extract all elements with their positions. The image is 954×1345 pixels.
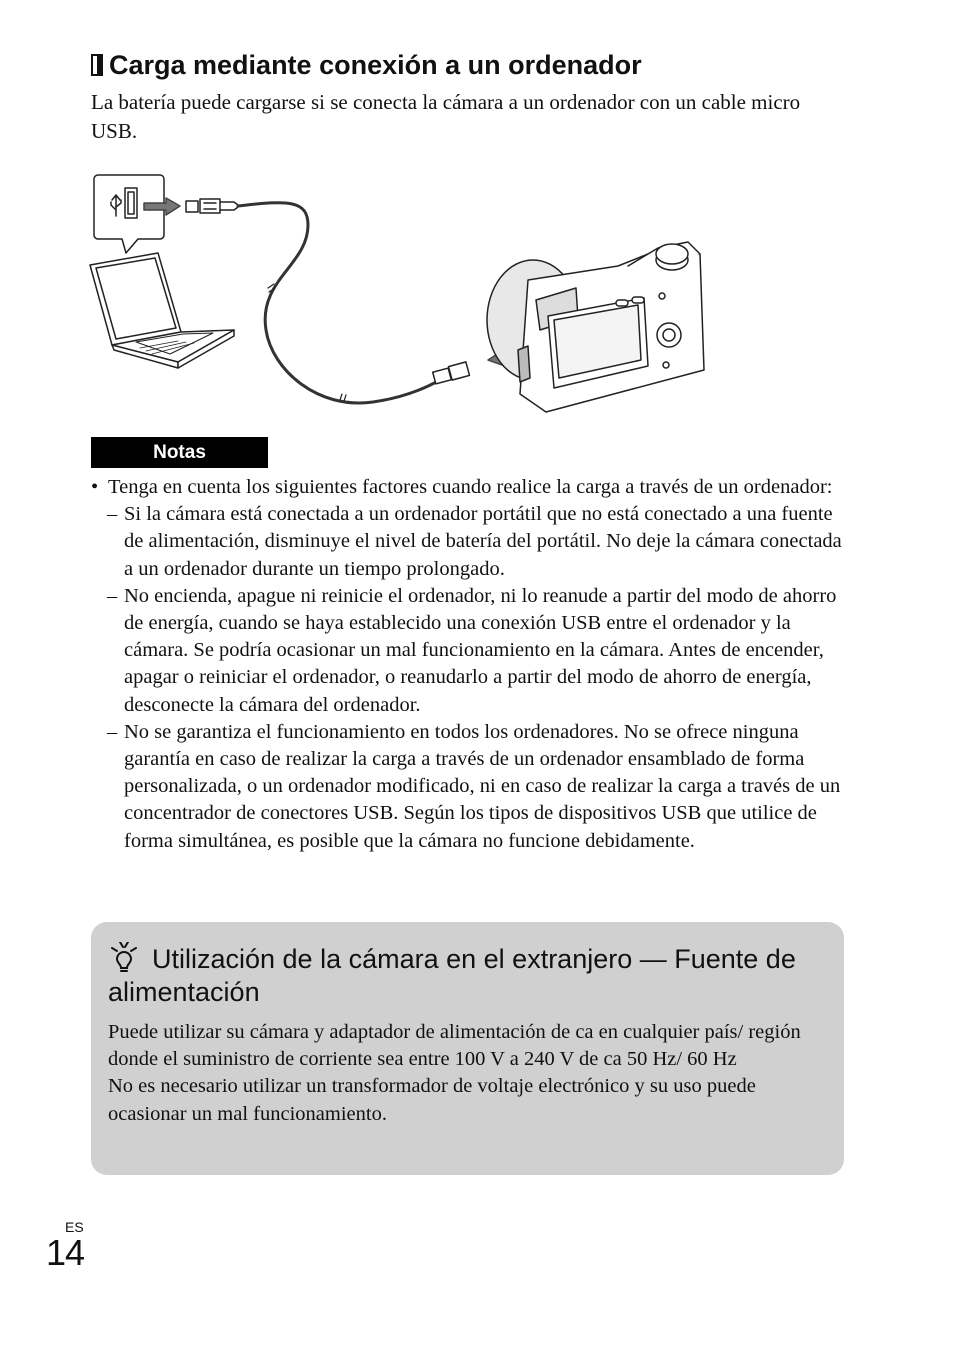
- note-subitem-text: No se garantiza el funcionamiento en todos los ordenadores. No se ofrece ninguna garantía en caso de realizar la carga a través de un ordenador ensamblado de forma personalizada, o un ordenador modificado, ni en caso de realizar la carga a través de un concentrador de conectores USB. Según los tipos de dispositivos USB que utilice de forma simultánea, es posible que la cámara no funcione debidamente.: [124, 720, 841, 852]
- note-text: Tenga en cuenta los siguientes factores cuando realice la carga a través de un ordenador:: [108, 476, 833, 498]
- dash-mark: –: [107, 720, 118, 743]
- language-code: ES: [65, 1219, 84, 1235]
- tip-paragraph: Puede utilizar su cámara y adaptador de alimentación de ca en cualquier país/ región donde el suministro de corriente sea entre 100 V a 240 V de ca 50 Hz/ 60 Hz: [108, 1021, 801, 1071]
- tip-body: [108, 1019, 828, 1128]
- lightbulb-icon: [108, 942, 152, 972]
- usb-port-callout: [94, 175, 164, 253]
- tip-paragraph: No es necesario utilizar un transformador de voltaje electrónico y su uso puede ocasionar un mal funcionamiento.: [108, 1075, 756, 1125]
- laptop-illustration: [90, 253, 234, 368]
- usb-plug: [186, 199, 238, 213]
- bullet-mark: •: [91, 476, 99, 498]
- dash-mark: –: [107, 503, 118, 526]
- notes-list: [91, 474, 851, 855]
- section-marker-icon: [91, 54, 103, 76]
- intro-paragraph: La batería puede cargarse si se conecta la cámara a un ordenador con un cable micro USB.: [91, 90, 801, 143]
- list-item: [91, 474, 851, 501]
- list-item: [91, 583, 851, 719]
- note-subitem-text: Si la cámara está conectada a un ordenador portátil que no está conectado a una fuente de alimentación, disminuye el nivel de batería del portátil. No deje la cámara conectada a un ordenador durante un tiempo prolongado.: [124, 503, 842, 580]
- section-title-text: Carga mediante conexión a un ordenador: [109, 50, 642, 80]
- section-title: [91, 48, 642, 82]
- usb-cable-illustration: [238, 203, 448, 403]
- dash-mark: –: [107, 584, 118, 607]
- camera-illustration: [487, 242, 704, 412]
- tip-title: [108, 942, 828, 1009]
- tip-title-text: Utilización de la cámara en el extranjero — Fuente de alimentación: [108, 944, 796, 1007]
- page-number: 14: [46, 1232, 85, 1273]
- list-item: [91, 719, 851, 855]
- micro-usb-plug: [433, 362, 470, 384]
- notes-label: Notas: [91, 437, 268, 468]
- usb-connection-figure: [88, 170, 718, 420]
- list-item: [91, 501, 851, 583]
- note-subitem-text: No encienda, apague ni reinicie el ordenador, ni lo reanude a partir del modo de ahorro de energía, cuando se haya establecido una conexión USB entre el ordenador y la cámara. Se podría ocasionar un mal funcionamiento en la cámara. Antes de encender, apagar o reiniciar el ordenador, o reanudarlo a partir del modo de ahorro de energía, desconecte la cámara del ordenador.: [124, 584, 837, 716]
